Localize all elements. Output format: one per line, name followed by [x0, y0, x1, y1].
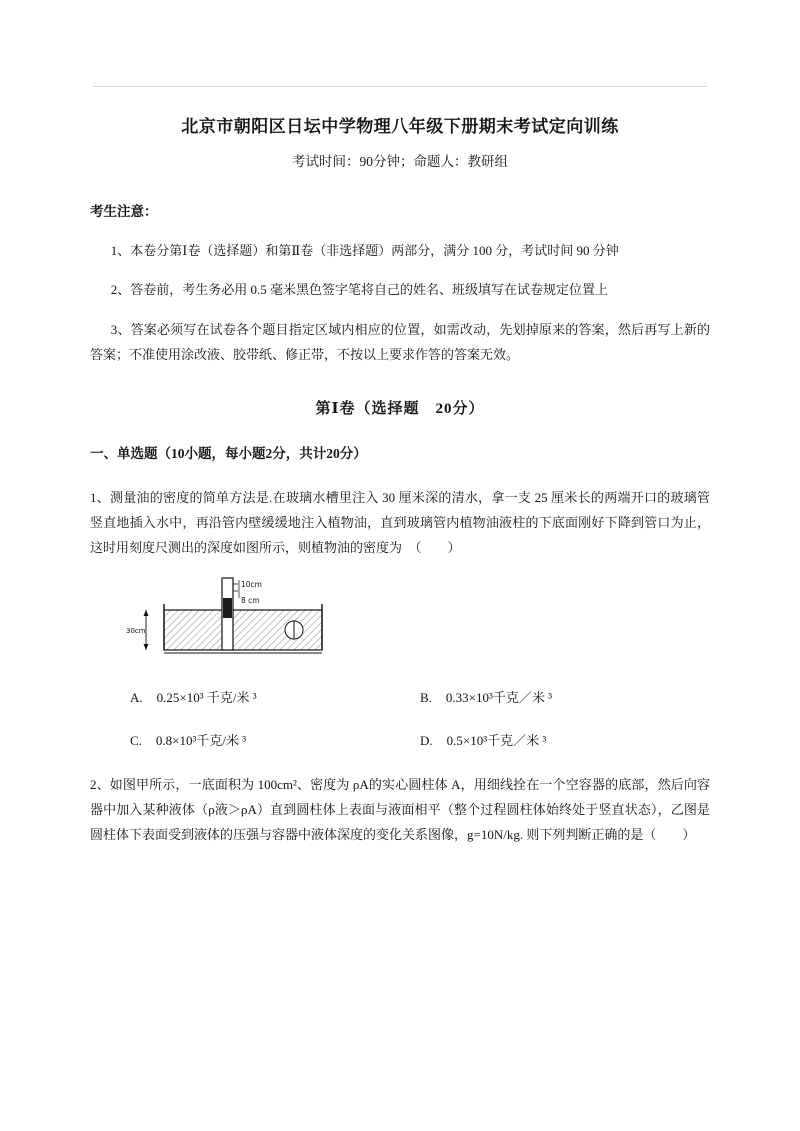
question-2-text: 2、如图甲所示，一底面积为 100cm²、密度为 ρA的实心圆柱体 A，用细线拴在一个空容器的底部，然后向容器中加入某种液体（ρ液＞ρA）直到圆柱体上表面与液面相平（整个过程圆柱体始终处于竖直状态），乙图是圆柱体下表面受到液体的压强与容器中液体深度的变化关系图像，g=10N/kg. 则下列判断正确的是（ ）: [90, 777, 710, 842]
part-1-title: 一、单选题（10小题，每小题2分，共计20分）: [90, 446, 367, 462]
option-A-label: A.: [130, 690, 143, 706]
option-B-text: 0.33×10³千克／米 ³: [445, 690, 553, 706]
notice-item-1: 1、本卷分第Ⅰ卷（选择题）和第Ⅱ卷（非选择题）两部分，满分 100 分，考试时间 90 分钟: [110, 243, 619, 258]
notice-item-2: 2、答卷前，考生务必用 0.5 毫米黑色签字笔将自己的姓名、班级填写在试卷规定位置上: [110, 282, 609, 298]
option-A-text: 0.25×10³ 千克/米 ³: [156, 690, 257, 706]
page-title: 北京市朝阳区日坛中学物理八年级下册期末考试定向训练: [181, 117, 619, 136]
tank-tube-diagram: [122, 574, 347, 666]
header-rule: [92, 86, 708, 87]
option-B[interactable]: [420, 687, 710, 706]
dimension-label-mid: 8 cm: [241, 596, 260, 606]
option-A[interactable]: [130, 687, 420, 706]
dimension-label-top: 10cm: [241, 580, 262, 590]
option-D[interactable]: [420, 730, 710, 749]
exam-meta: 考试时间：90分钟；命题人：教研组: [292, 154, 508, 169]
option-B-label: B.: [420, 690, 432, 706]
question-1-options: [130, 687, 710, 749]
arrow-down: [144, 644, 149, 650]
options-row-2: [130, 730, 710, 749]
oil-column: [223, 598, 232, 618]
section-1-title: 第Ⅰ卷（选择题 20分）: [315, 401, 485, 418]
option-C-label: C.: [130, 733, 142, 749]
option-D-text: 0.5×10³千克／米 ³: [446, 733, 547, 749]
notice-item-3: 3、答案必须写在试卷各个题目指定区域内相应的位置，如需改动，先划掉原来的答案，然后再写上新的答案；不准使用涂改液、胶带纸、修正带，不按以上要求作答的答案无效。: [90, 321, 710, 363]
arrow-up: [144, 610, 149, 616]
options-row-1: [130, 687, 710, 706]
option-D-label: D.: [420, 733, 433, 749]
question-1-text: 1、测量油的密度的简单方法是.在玻璃水槽里注入 30 厘米深的清水，拿一支 25 厘米长的两端开口的玻璃管竖直地插入水中，再沿管内壁缓缓地注入植物油，直到玻璃管内植物油液柱的下底面刚好下降到管口为止，这时用刻度尺测出的深度如图所示，则植物油的密度为 （ ）: [90, 490, 710, 555]
question-1-figure: [122, 574, 710, 671]
option-C[interactable]: [130, 730, 420, 749]
notice-header: 考生注意：: [90, 204, 158, 219]
dimension-label-left: 30cm: [126, 627, 146, 636]
option-C-text: 0.8×10³千克/米 ³: [155, 733, 247, 749]
